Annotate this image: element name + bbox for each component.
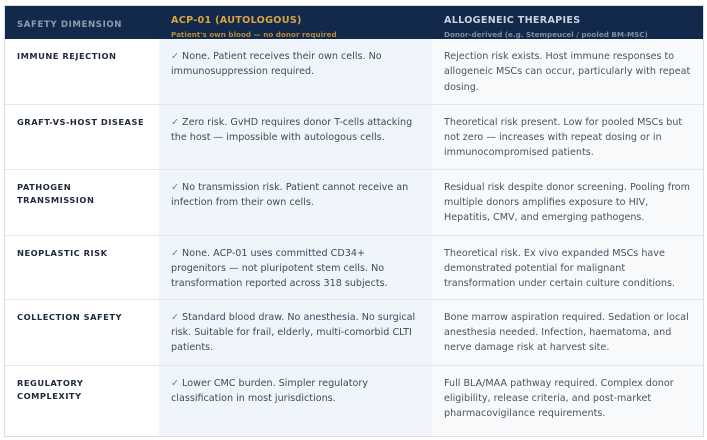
check-icon: ✓ [171,51,180,62]
acp-cell [159,299,432,365]
safety-comparison-table [5,6,703,437]
check-icon: ✓ [171,247,180,259]
header-allo-subtitle: Donor-derived (e.g. Stempeucel / pooled BM-MSC) [444,30,648,39]
row-dimension-label: COLLECTION SAFETY [5,299,159,365]
acp-cell [159,39,432,104]
safety-comparison-table-container [4,5,704,437]
row-dimension-label: PATHOGEN TRANSMISSION [5,169,159,235]
acp-cell-text: Zero risk. GvHD requires donor T-cells attacking the host — impossible with autologous cells. [171,116,413,143]
row-dimension-label: IMMUNE REJECTION [5,39,159,104]
row-dimension-label: GRAFT-VS-HOST DISEASE [5,104,159,169]
table-row-collection-safety [5,299,703,365]
check-icon: ✓ [171,181,180,193]
allo-cell: Bone marrow aspiration required. Sedation or local anesthesia needed. Infection, haematoma, and nerve damage risk at harvest site. [432,299,703,365]
header-acp-title: ACP-01 (AUTOLOGOUS) [171,15,302,26]
table-row-pathogen-transmission [5,169,703,235]
check-icon: ✓ [171,311,180,323]
row-dimension-label: REGULATORY COMPLEXITY [5,365,159,437]
allo-cell: Full BLA/MAA pathway required. Complex donor eligibility, release criteria, and post-market pharmacovigilance requirements. [432,365,703,437]
acp-cell [159,169,432,235]
allo-cell: Theoretical risk present. Low for pooled MSCs but not zero — increases with repeat dosing or in immunocompromised patients. [432,104,703,169]
acp-cell [159,104,432,169]
header-acp-01 [159,6,432,39]
acp-cell-text: None. ACP-01 uses committed CD34+ progenitors — not pluripotent stem cells. No transformation reported across 318 subjects. [171,247,388,290]
row-dimension-label: NEOPLASTIC RISK [5,235,159,299]
table-row-neoplastic-risk [5,235,703,299]
allo-cell: Residual risk despite donor screening. Pooling from multiple donors amplifies exposure to HIV, Hepatitis, CMV, and emerging pathogens. [432,169,703,235]
check-icon: ✓ [171,377,180,389]
header-allo-title: ALLOGENEIC THERAPIES [444,15,581,26]
allo-cell: Theoretical risk. Ex vivo expanded MSCs have demonstrated potential for malignant transformation under certain culture conditions. [432,235,703,299]
acp-cell [159,235,432,299]
table-row-graft-vs-host [5,104,703,169]
header-safety-dimension: SAFETY DIMENSION [5,6,159,39]
table-row-regulatory-complexity [5,365,703,437]
acp-cell-text: None. Patient receives their own cells. No immunosuppression required. [171,51,382,78]
allo-cell: Rejection risk exists. Host immune responses to allogeneic MSCs can occur, particularly with repeat dosing. [432,39,703,104]
table-row-immune-rejection [5,39,703,104]
acp-cell-text: Lower CMC burden. Simpler regulatory classification in most jurisdictions. [171,377,369,404]
check-icon: ✓ [171,116,180,128]
acp-cell-text: No transmission risk. Patient cannot receive an infection from their own cells. [171,181,409,208]
acp-cell [159,365,432,437]
header-acp-subtitle: Patient's own blood — no donor required [171,30,337,39]
header-allogeneic [432,6,703,39]
table-header-row [5,6,703,39]
acp-cell-text: Standard blood draw. No anesthesia. No surgical risk. Suitable for frail, elderly, multi-comorbid CLTI patients. [171,311,416,354]
